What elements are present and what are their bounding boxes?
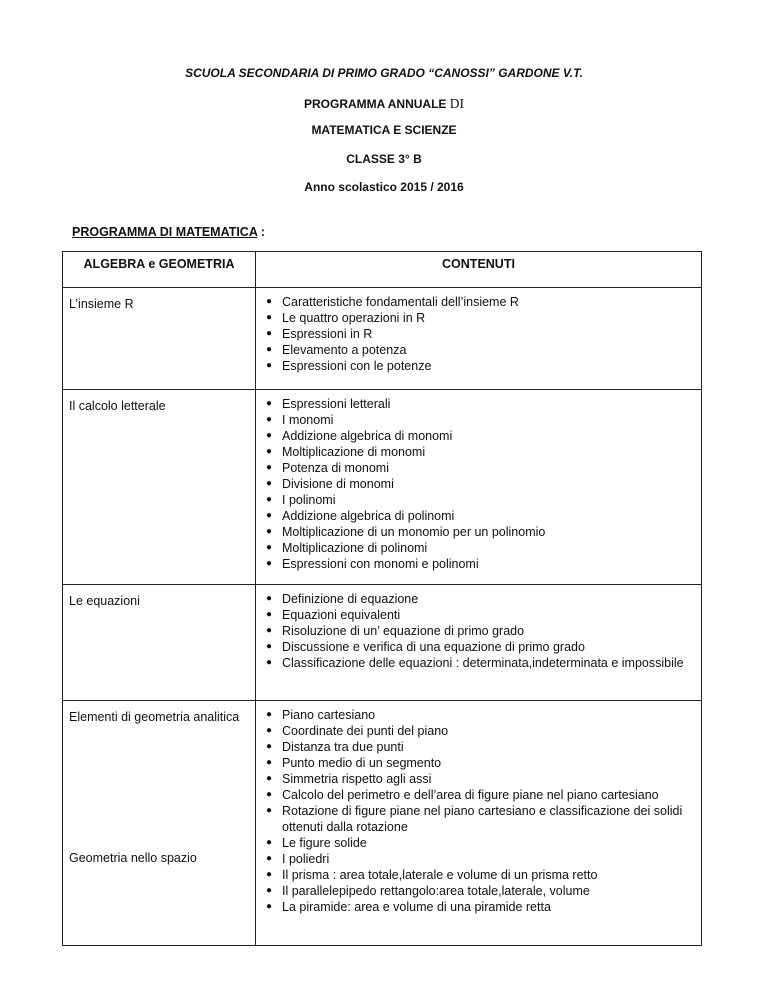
list-item-text: Definizione di equazione [282,592,419,606]
contents-cell [256,288,702,390]
list-item [262,835,695,851]
list-item-text: Le quattro operazioni in R [282,311,426,325]
bullet-dot-icon: ● [266,789,273,800]
bullet-dot-icon: ● [266,446,273,457]
list-item-text: Espressioni in R [282,327,373,341]
list-item [262,326,695,342]
list-item-text: Espressioni con le potenze [282,359,432,373]
list-item-text: I poliedri [282,852,330,866]
list-item [262,396,695,412]
bullet-dot-icon: ● [266,462,273,473]
topic-label: Geometria nello spazio [69,851,197,865]
bullet-dot-icon: ● [266,558,273,569]
bullet-dot-icon: ● [266,609,273,620]
contents-list [262,707,695,915]
list-item [262,342,695,358]
bullet-dot-icon: ● [266,853,273,864]
bullet-dot-icon: ● [266,526,273,537]
table-body [63,288,702,946]
list-item [262,723,695,739]
topic-label: Le equazioni [69,594,140,608]
list-item [262,492,695,508]
list-item-text: Moltiplicazione di polinomi [282,541,428,555]
topic-cell [63,390,256,585]
list-item-text: I monomi [282,413,334,427]
list-item-text: Moltiplicazione di un monomio per un polinomio [282,525,546,539]
contents-cell [256,390,702,585]
section-title-suffix: : [257,225,266,239]
subject-title: MATEMATICA E SCIENZE [311,123,457,137]
bullet-dot-icon: ● [266,398,273,409]
topic-cell [63,288,256,390]
bullet-dot-icon: ● [266,312,273,323]
list-item [262,540,695,556]
bullet-dot-icon: ● [266,901,273,912]
list-item [262,655,695,671]
list-item-text: Elevamento a potenza [282,343,407,357]
bullet-dot-icon: ● [266,837,273,848]
bullet-dot-icon: ● [266,773,273,784]
contents-list [262,396,695,572]
bullet-dot-icon: ● [266,657,273,668]
list-item [262,460,695,476]
table-header-row [63,252,702,288]
bullet-dot-icon: ● [266,494,273,505]
list-item [262,556,695,572]
list-item [262,294,695,310]
list-item [262,899,695,915]
program-title-text: PROGRAMMA ANNUALE [303,97,447,111]
program-title [0,96,768,112]
bullet-dot-icon: ● [266,414,273,425]
list-item [262,851,695,867]
bullet-dot-icon: ● [266,869,273,880]
column-header-contents: CONTENUTI [256,252,702,288]
topic-cell [63,585,256,701]
list-item-text: Potenza di monomi [282,461,390,475]
list-item-text: Classificazione delle equazioni : determinata,indeterminata e impossibile [282,656,684,670]
bullet-dot-icon: ● [266,805,273,816]
class-label: CLASSE 3° B [346,152,422,166]
topic-cell [63,701,256,946]
list-item-text: Le figure solide [282,836,367,850]
list-item [262,803,695,835]
list-item-text: Addizione algebrica di polinomi [282,509,455,523]
bullet-dot-icon: ● [266,478,273,489]
contents-cell [256,585,702,701]
list-item [262,707,695,723]
table-row [63,288,702,390]
list-item [262,428,695,444]
list-item-text: La piramide: area e volume di una piramide retta [282,900,551,914]
bullet-dot-icon: ● [266,625,273,636]
list-item [262,412,695,428]
list-item [262,739,695,755]
bullet-dot-icon: ● [266,641,273,652]
bullet-dot-icon: ● [266,360,273,371]
bullet-dot-icon: ● [266,741,273,752]
list-item-text: Addizione algebrica di monomi [282,429,453,443]
list-item-text: Simmetria rispetto agli assi [282,772,432,786]
bullet-dot-icon: ● [266,709,273,720]
bullet-dot-icon: ● [266,344,273,355]
bullet-dot-icon: ● [266,542,273,553]
list-item [262,524,695,540]
list-item [262,755,695,771]
bullet-dot-icon: ● [266,510,273,521]
topic-label: Il calcolo letterale [69,399,166,413]
list-item-text: Distanza tra due punti [282,740,404,754]
list-item-text: Risoluzione di un’ equazione di primo grado [282,624,525,638]
list-item [262,771,695,787]
table-row [63,585,702,701]
bullet-dot-icon: ● [266,430,273,441]
program-title-di: DI [449,96,465,111]
topic-label: Elementi di geometria analitica [69,710,240,724]
list-item [262,623,695,639]
list-item [262,883,695,899]
list-item-text: Coordinate dei punti del piano [282,724,449,738]
list-item-text: Espressioni con monomi e polinomi [282,557,479,571]
bullet-dot-icon: ● [266,885,273,896]
list-item-text: Rotazione di figure piane nel piano cartesiano e classificazione dei solidi ottenuti dalla rotazione [282,804,683,834]
section-title-text: PROGRAMMA DI MATEMATICA [72,225,258,239]
column-header-topic: ALGEBRA e GEOMETRIA [63,252,256,288]
list-item-text: I polinomi [282,493,336,507]
list-item [262,358,695,374]
contents-list [262,591,695,671]
list-item-text: Caratteristiche fondamentali dell’insieme R [282,295,519,309]
contents-cell [256,701,702,946]
contents-list [262,294,695,374]
list-item [262,867,695,883]
list-item [262,444,695,460]
list-item [262,508,695,524]
table-row [63,701,702,946]
bullet-dot-icon: ● [266,757,273,768]
list-item [262,591,695,607]
school-year: Anno scolastico 2015 / 2016 [304,180,464,194]
list-item-text: Equazioni equivalenti [282,608,401,622]
list-item-text: Moltiplicazione di monomi [282,445,426,459]
list-item-text: Espressioni letterali [282,397,391,411]
list-item-text: Punto medio di un segmento [282,756,442,770]
table-row [63,390,702,585]
bullet-dot-icon: ● [266,593,273,604]
list-item-text: Il parallelepipedo rettangolo:area totale,laterale, volume [282,884,590,898]
bullet-dot-icon: ● [266,296,273,307]
school-name: SCUOLA SECONDARIA DI PRIMO GRADO “CANOSSI” GARDONE V.T. [185,66,583,80]
list-item-text: Divisione di monomi [282,477,394,491]
list-item [262,607,695,623]
program-table [62,251,702,946]
list-item-text: Discussione e verifica di una equazione di primo grado [282,640,585,654]
bullet-dot-icon: ● [266,328,273,339]
list-item [262,639,695,655]
list-item [262,787,695,803]
bullet-dot-icon: ● [266,725,273,736]
section-title [72,225,265,239]
list-item [262,476,695,492]
list-item-text: Il prisma : area totale,laterale e volume di un prisma retto [282,868,598,882]
list-item-text: Piano cartesiano [282,708,376,722]
list-item [262,310,695,326]
list-item-text: Calcolo del perimetro e dell’area di figure piane nel piano cartesiano [282,788,659,802]
topic-label: L’insieme R [69,297,134,311]
